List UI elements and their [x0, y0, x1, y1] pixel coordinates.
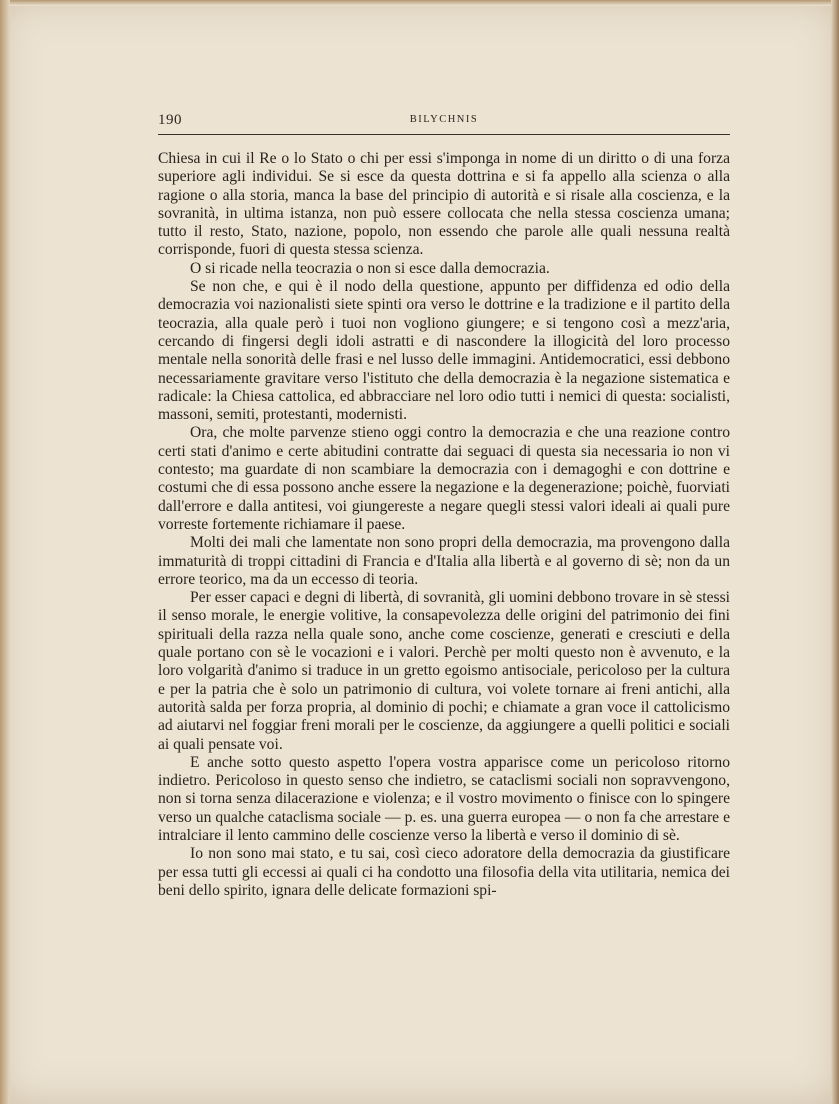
page-header [158, 112, 730, 134]
paragraph: Se non che, e qui è il nodo della questione, appunto per diffidenza ed odio della democrazia voi nazionalisti siete spinti ora verso le dottrine e la tradizione e il partito della teocrazia, alla quale però i tuoi non vogliono giungere; e si tengono così a mezz'aria, cercando di fingersi degli idoli astratti e di nascondere la illogicità del loro processo mentale nella sonorità delle frasi e nel lusso delle immagini. Antidemocratici, essi debbono necessariamente gravitare verso l'istituto che della democrazia è la negazione sistematica e radicale: la Chiesa cattolica, ed abbracciare nel loro odio tutti i nemici di questa: socialisti, massoni, semiti, protestanti, modernisti. [158, 278, 730, 424]
paragraph: Chiesa in cui il Re o lo Stato o chi per essi s'imponga in nome di un diritto o di una forza superiore agli individui. Se si esce da questa dottrina e si fa appello alla scienza o alla ragione o alla storia, manca la base del principio di autorità e si risale alla coscienza, e la sovranità, in ultima istanza, non può essere collocata che nella stessa coscienza umana; tutto il resto, Stato, nazione, popolo, non essendo che parole alle quali nessuna realtà corrisponde, fuori di questa stessa scienza. [158, 150, 730, 259]
page-number: 190 [158, 112, 182, 128]
paragraph: O si ricade nella teocrazia o non si esce dalla democrazia. [190, 259, 550, 277]
page-top-edge [0, 0, 839, 6]
header-rule [158, 134, 730, 135]
paragraph: Per esser capaci e degni di libertà, di sovranità, gli uomini debbono trovare in sè stessi il senso morale, le energie volitive, la consapevolezza delle origini del patrimonio dei fini spirituali della razza nella quale sono, anche come coscienze, generati e cresciuti e della quale portano con sè le vocazioni e i valori. Perchè per molti questo non è avvenuto, e la loro volgarità d'animo si traduce in un gretto egoismo antisociale, pericoloso per la cultura e per la patria che è solo un patrimonio di cultura, voi volete tornare ai freni antichi, alla autorità salda per forza propria, al dominio di pochi; e chiamate a gran voce il cattolicismo ad aiutarvi nel foggiar freni morali per le coscienze, da aggiungere a quelli politici e sociali ai quali pensate voi. [158, 589, 730, 753]
page-left-edge [0, 0, 10, 1104]
paragraph: E anche sotto questo aspetto l'opera vostra apparisce come un pericoloso ritorno indietro. Pericoloso in questo senso che indietro, se cataclismi sociali non sopravvengono, non si torna senza dilacerazione e violenza; e il vostro movimento o finisce con lo spingere verso un qualche cataclisma sociale — p. es. una guerra europea — o non fa che arrestare e intralciare il lento cammino delle coscienze verso la libertà e verso il dominio di sè. [158, 753, 730, 844]
page-right-edge [831, 0, 839, 1104]
body-text [158, 150, 730, 900]
running-head: BILYCHNIS [409, 114, 479, 125]
paragraph: Ora, che molte parvenze stieno oggi contro la democrazia e che una reazione contro certi stati d'animo e certe abitudini contratte dai seguaci di questa sia necessaria io non vi contesto; ma guardate di non scambiare la democrazia con i demagoghi e con dottrine e costumi che di essa possono anche essere la negazione e la degenerazione; poichè, fuorviati dall'errore e dalla antitesi, voi giungereste a negare quegli stessi valori ideali ai quali pure vorreste fortemente richiamare il paese. [158, 424, 730, 533]
paragraph: Io non sono mai stato, e tu sai, così cieco adoratore della democrazia da giustificare per essa tutti gli eccessi ai quali ci ha condotto una filosofia della vita utilitaria, nemica dei beni dello spirito, ignara delle delicate formazioni spi- [158, 845, 730, 899]
paragraph: Molti dei mali che lamentate non sono propri della democrazia, ma provengono dalla immaturità di troppi cittadini di Francia e d'Italia alla libertà e al governo di sè; non da un errore teorico, ma da un eccesso di teoria. [158, 534, 730, 588]
